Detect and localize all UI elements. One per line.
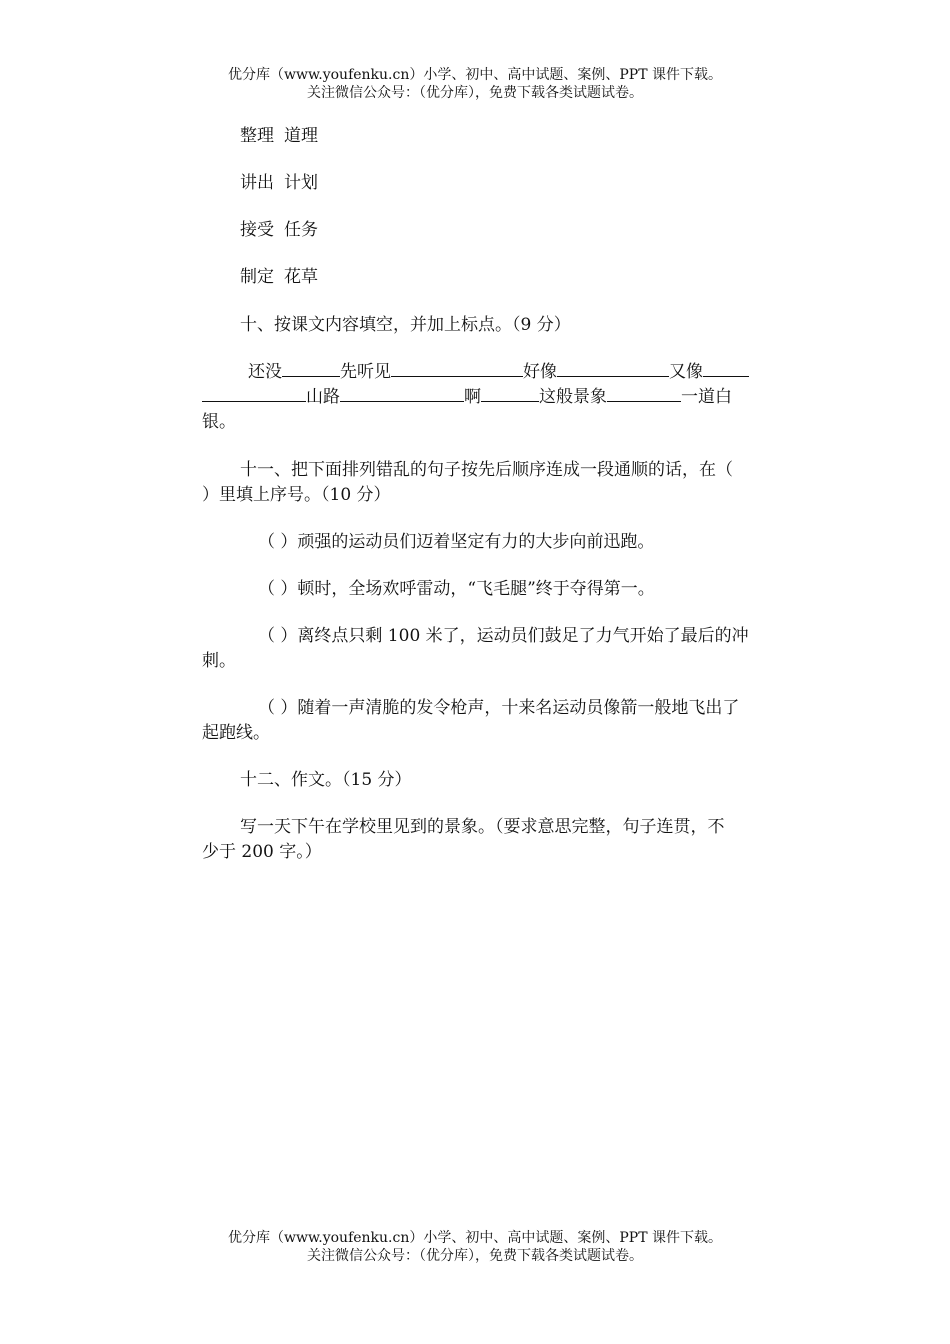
section-10-fill-line-2: 山路 啊 这般景象 一道白: [202, 385, 806, 410]
section-11-title-line-2: ）里填上序号。（10 分）: [202, 485, 391, 505]
section-12-title: 十二、作文。（15 分）: [240, 770, 412, 790]
fill-blank[interactable]: [282, 361, 340, 377]
sentence-item: （ ）顿时，全场欢呼雷动，“飞毛腿”终于夺得第一。: [258, 579, 655, 599]
sentence-item-cont: 起跑线。: [202, 723, 270, 743]
word-pair: 接受 任务: [240, 220, 318, 240]
sentence-item-cont: 刺。: [202, 651, 236, 671]
section-12-prompt-line-2: 少于 200 字。）: [202, 842, 322, 862]
footer-line-2: 关注微信公众号：（优分库），免费下载各类试题试卷。: [307, 1248, 643, 1264]
fill-blank[interactable]: [202, 386, 306, 402]
sentence-item: （ ）离终点只剩 100 米了，运动员们鼓足了力气开始了最后的冲: [258, 626, 749, 646]
word-pair: 整理 道理: [240, 126, 318, 146]
page-footer: [0, 1229, 950, 1265]
fill-blank[interactable]: [391, 361, 523, 377]
section-10-fill-line-1: 还没 先听见 好像 又像: [202, 360, 852, 385]
page-header: [0, 66, 950, 102]
fill-blank[interactable]: [607, 386, 681, 402]
section-10-fill-line-3: 银。: [202, 412, 236, 432]
fill-blank[interactable]: [481, 386, 539, 402]
header-line-2: 关注微信公众号：（优分库），免费下载各类试题试卷。: [307, 85, 643, 101]
sentence-item: （ ）随着一声清脆的发令枪声，十来名运动员像箭一般地飞出了: [258, 698, 740, 718]
fill-blank[interactable]: [340, 386, 464, 402]
section-12-prompt-line-1: 写一天下午在学校里见到的景象。（要求意思完整，句子连贯，不: [240, 817, 725, 837]
word-pair: 制定 花草: [240, 267, 318, 287]
section-10-title: 十、按课文内容填空，并加上标点。（9 分）: [240, 315, 571, 335]
section-11-title-line-1: 十一、把下面排列错乱的句子按先后顺序连成一段通顺的话，在（: [240, 460, 733, 480]
fill-blank[interactable]: [557, 361, 669, 377]
document-body: [202, 124, 806, 884]
header-line-1: 优分库（www.youfenku.cn）小学、初中、高中试题、案例、PPT 课件下载。: [227, 67, 722, 83]
fill-blank[interactable]: [703, 361, 749, 377]
footer-line-1: 优分库（www.youfenku.cn）小学、初中、高中试题、案例、PPT 课件下载。: [227, 1230, 722, 1246]
word-pair: 讲出 计划: [240, 173, 318, 193]
sentence-item: （ ）顽强的运动员们迈着坚定有力的大步向前迅跑。: [258, 532, 655, 552]
